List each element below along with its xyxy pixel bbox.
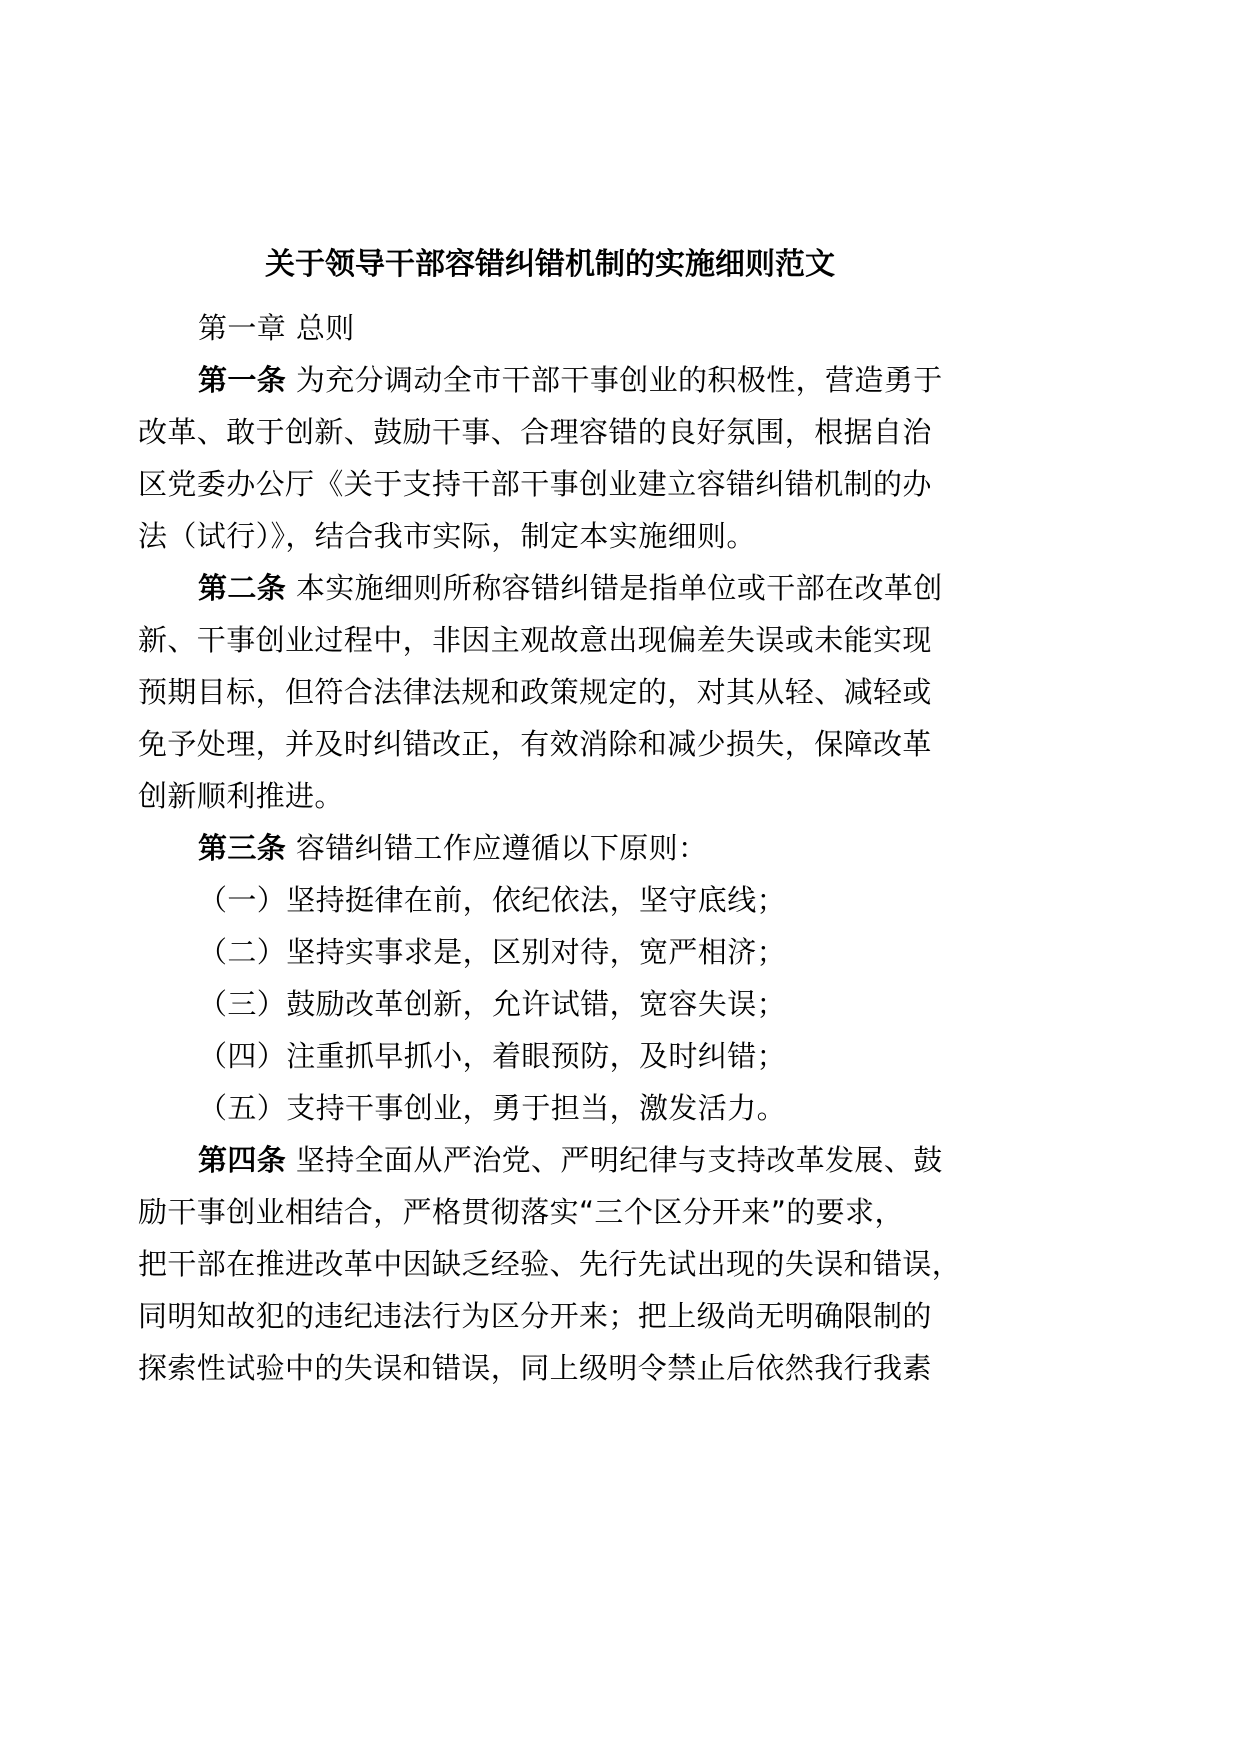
article-2-line-4: 免予处理，并及时纠错改正，有效消除和减少损失，保障改革 xyxy=(138,727,932,761)
principle-item-5: （五）支持干事创业，勇于担当，激发活力。 xyxy=(198,1091,787,1125)
article-3-text: 容错纠错工作应遵循以下原则： xyxy=(286,831,708,865)
article-2-label: 第二条 xyxy=(198,571,287,605)
article-1-label: 第一条 xyxy=(198,363,287,397)
principle-item-2: （二）坚持实事求是，区别对待，宽严相济； xyxy=(198,935,787,969)
article-4-line-1 xyxy=(198,1140,943,1180)
article-1-text: 为充分调动全市干部干事创业的积极性，营造勇于 xyxy=(286,363,943,397)
article-2-line-1 xyxy=(198,568,943,608)
principle-item-1: （一）坚持挺律在前，依纪依法，坚守底线； xyxy=(198,883,787,917)
article-4-text: 坚持全面从严治党、严明纪律与支持改革发展、鼓 xyxy=(286,1143,943,1177)
article-2-line-3: 预期目标，但符合法律法规和政策规定的，对其从轻、减轻或 xyxy=(138,675,932,709)
article-1-line-1 xyxy=(198,360,943,400)
article-4-line-2: 励干事创业相结合，严格贯彻落实“三个区分开来”的要求， xyxy=(138,1195,904,1229)
article-2-line-2: 新、干事创业过程中，非因主观故意出现偏差失误或未能实现 xyxy=(138,623,932,657)
article-1-line-4: 法（试行）》，结合我市实际，制定本实施细则。 xyxy=(138,519,756,553)
document-title: 关于领导干部容错纠错机制的实施细则范文 xyxy=(265,247,835,282)
article-2-text: 本实施细则所称容错纠错是指单位或干部在改革创 xyxy=(286,571,943,605)
article-3-line-1 xyxy=(198,828,707,868)
article-1-line-3: 区党委办公厅《关于支持干部干事创业建立容错纠错机制的办 xyxy=(138,467,932,501)
article-1-line-2: 改革、敢于创新、鼓励干事、合理容错的良好氛围，根据自治 xyxy=(138,415,932,449)
article-4-label: 第四条 xyxy=(198,1143,287,1177)
article-4-line-5: 探索性试验中的失误和错误，同上级明令禁止后依然我行我素 xyxy=(138,1351,932,1385)
article-4-line-3: 把干部在推进改革中因缺乏经验、先行先试出现的失误和错误， xyxy=(138,1247,962,1281)
principle-item-4: （四）注重抓早抓小，着眼预防，及时纠错； xyxy=(198,1039,787,1073)
article-2-line-5: 创新顺利推进。 xyxy=(138,779,344,813)
article-3-label: 第三条 xyxy=(198,831,287,865)
principle-item-3: （三）鼓励改革创新，允许试错，宽容失误； xyxy=(198,987,787,1021)
chapter-heading: 第一章 总则 xyxy=(198,311,355,345)
article-4-line-4: 同明知故犯的违纪违法行为区分开来；把上级尚无明确限制的 xyxy=(138,1299,932,1333)
